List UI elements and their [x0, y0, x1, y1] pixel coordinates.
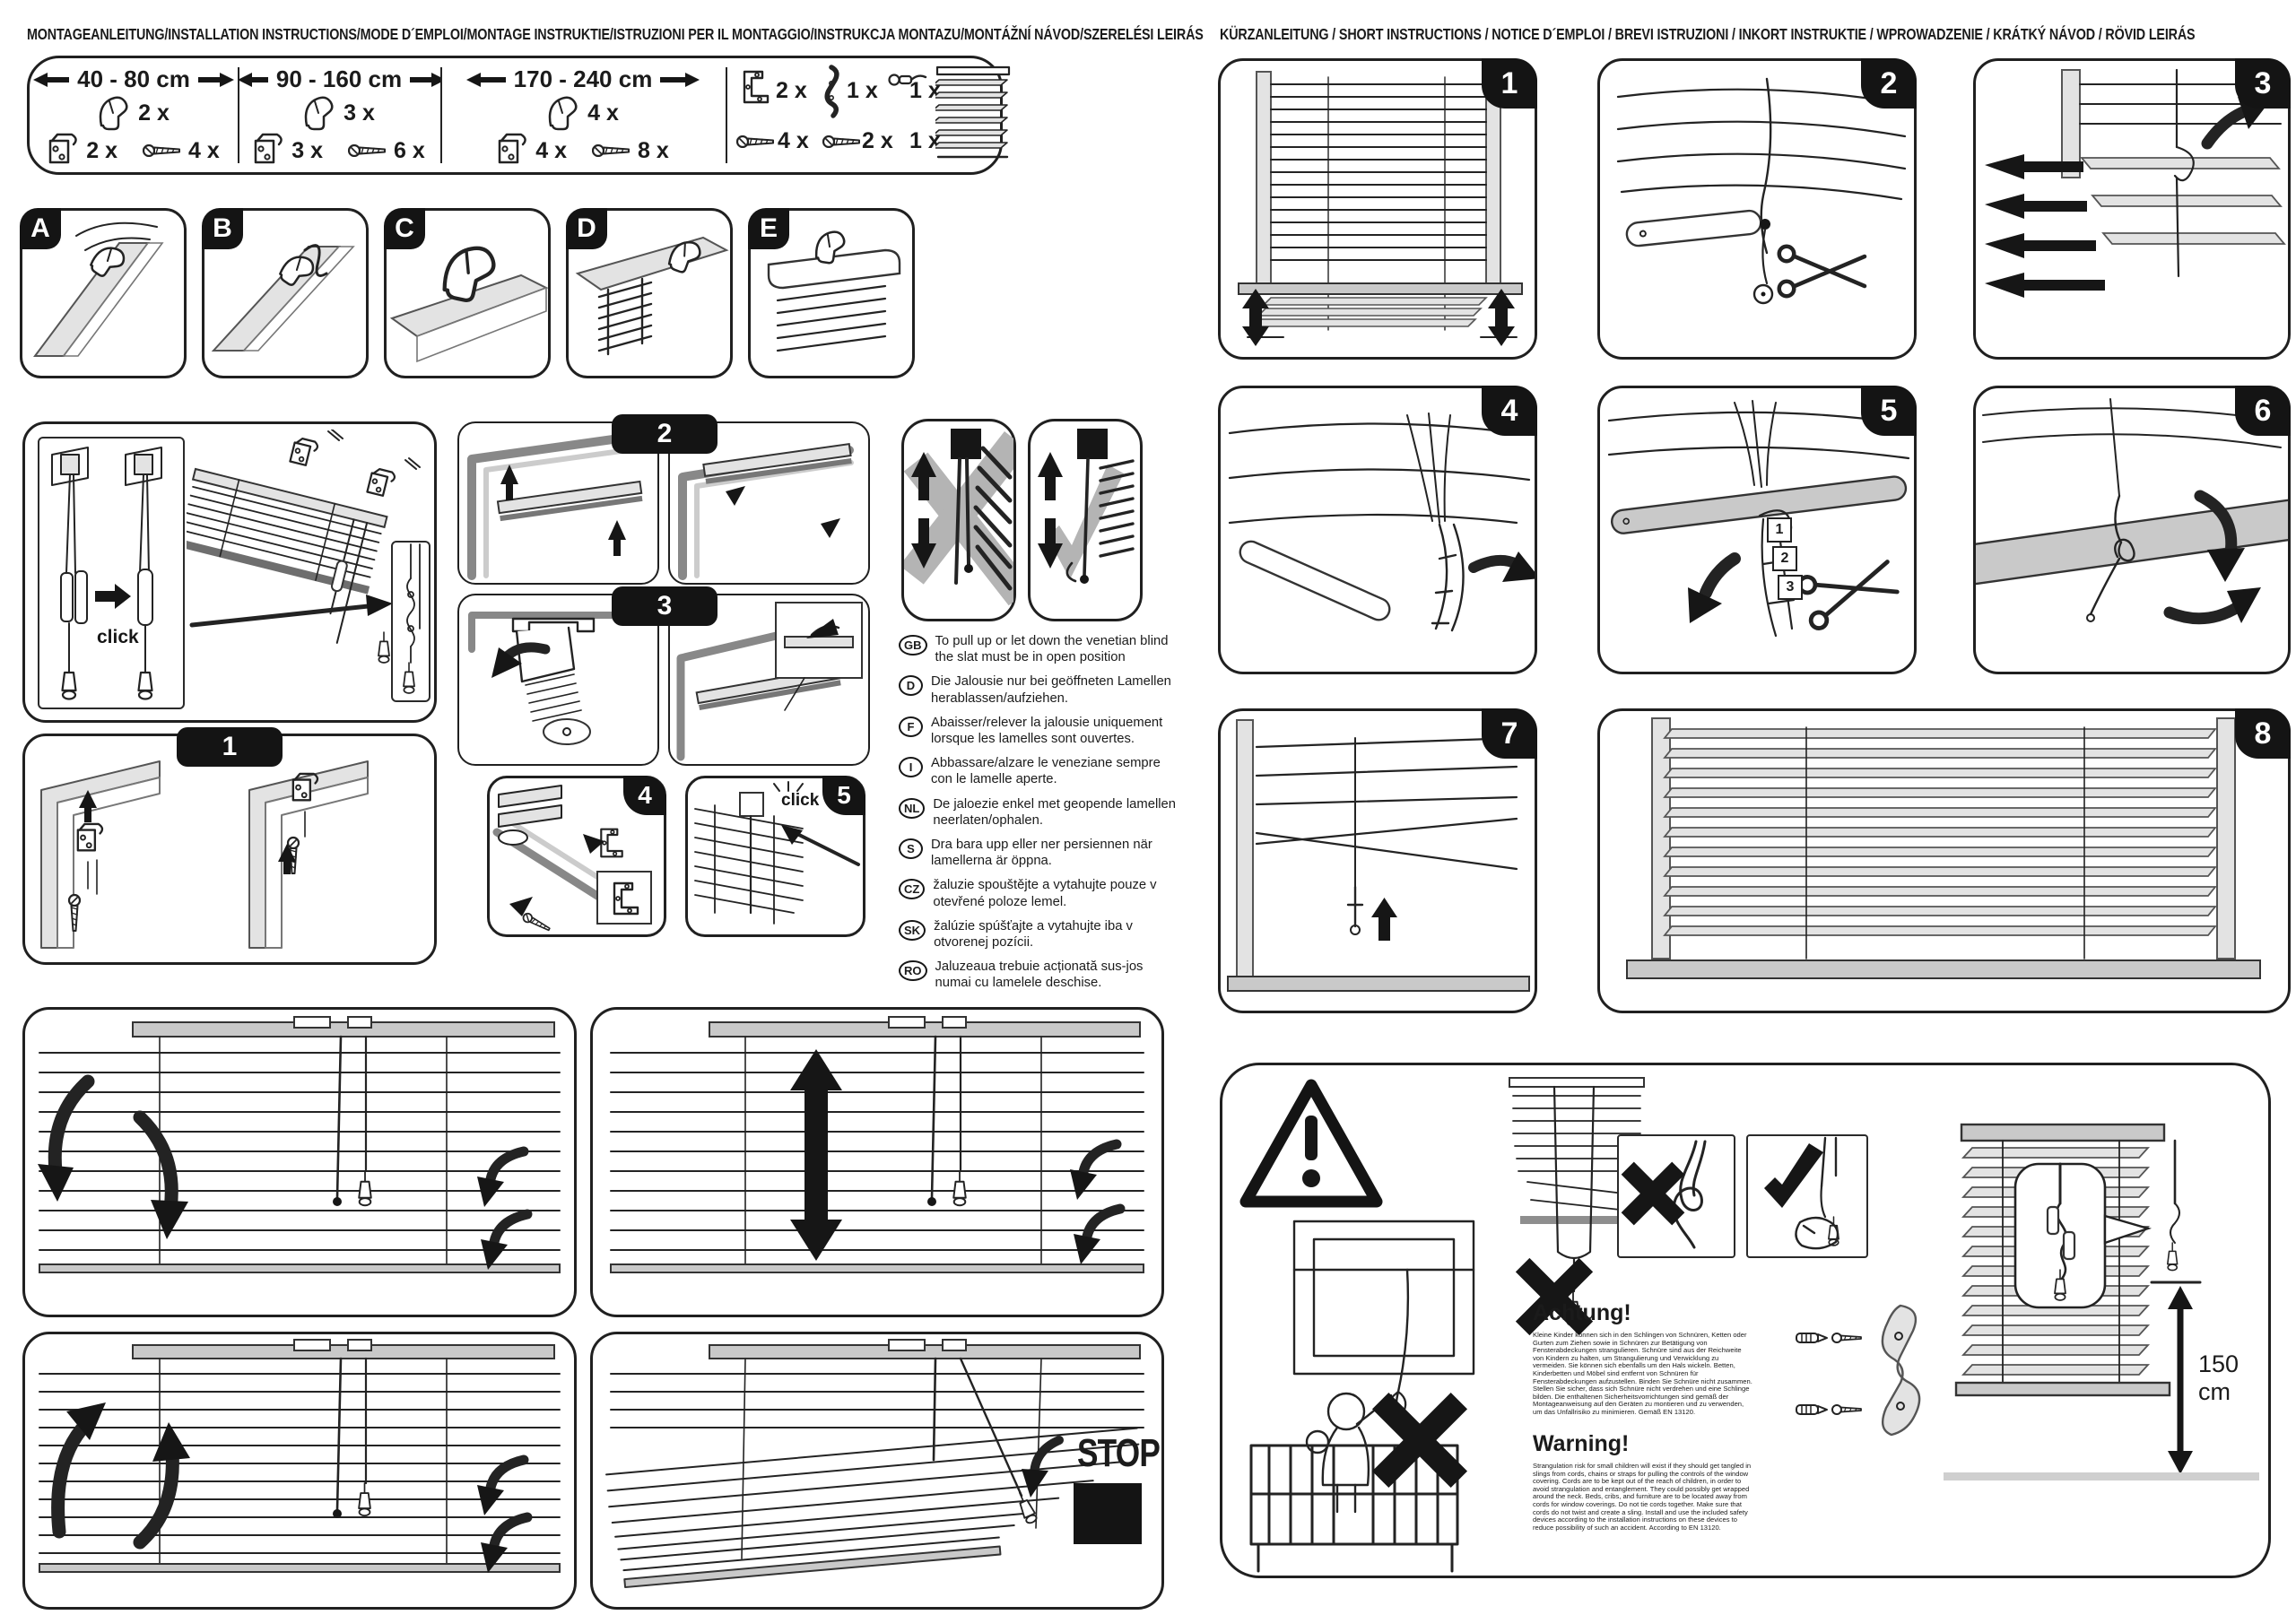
- arrow-left-icon: [466, 73, 506, 87]
- title-bold: KÜRZANLEITUNG: [1220, 25, 1329, 43]
- raise-lower-panel: [590, 1007, 1164, 1317]
- step-badge: 3: [612, 586, 718, 626]
- safety-panel: [1220, 1063, 2271, 1578]
- screw-count: 6 x: [394, 137, 425, 163]
- cut-ladder-illustration: [1600, 388, 1914, 672]
- parts-section-40-80: [30, 58, 238, 172]
- cord-lock-stop-panel: [590, 1332, 1164, 1610]
- lang-row: [899, 796, 1178, 829]
- lang-text: Jaluzeaua trebuie acționată sus-jos numai cu lamelele deschise.: [935, 959, 1144, 991]
- page-left-title: [27, 25, 1204, 44]
- corner-bracket-icon: [738, 69, 772, 107]
- open-slats-illustration: [1031, 421, 1140, 619]
- title-rest: /INSTALLATION INSTRUCTIONS/MODE D´EMPLOI/MONTAGE INSTRUKTIE/ISTRUZIONI PER IL MONTAGGIO/INSTRUKCJA MONTAZU/MONTÁŽNÍ NÁVOD/SZERELÉSI LEIRÁS: [164, 25, 1204, 43]
- rstep-panel-8: [1597, 708, 2291, 1013]
- language-instructions: [899, 633, 1178, 1000]
- wrong-loop-box: [1617, 1134, 1735, 1258]
- arrow-left-icon: [33, 73, 69, 87]
- bracket-count: 3 x: [291, 137, 323, 163]
- clip-icon: [98, 95, 130, 131]
- lang-text: Abbassare/alzare le veneziane sempre con le lamelle aperte.: [931, 756, 1161, 787]
- cord-cleat-count: 1 x: [847, 78, 878, 103]
- step-badge: 5: [1861, 386, 1917, 436]
- cord-cleat-large-icon: [1874, 1300, 1938, 1453]
- screw-icon: [592, 144, 631, 157]
- panel-A: [20, 208, 187, 378]
- screw-icon: [736, 135, 776, 148]
- panel-letter-badge: C: [384, 208, 425, 249]
- lang-text: Dra bara upp eller ner persiennen när lamellerna är öppna.: [931, 838, 1152, 869]
- parts-section-90-160: [238, 58, 440, 172]
- screw-icon: [348, 144, 387, 157]
- closed-slats-wrong-panel: [901, 419, 1016, 621]
- panel-B: [202, 208, 369, 378]
- step-badge: 1: [177, 727, 283, 767]
- lang-row: [899, 715, 1178, 747]
- parts-section-extras: [726, 58, 1005, 172]
- knotted-loop-illustration: [1619, 1136, 1733, 1255]
- screw-icon: [143, 144, 182, 157]
- step-badge: 6: [2235, 386, 2291, 436]
- corner-bracket-count: 2 x: [776, 78, 807, 103]
- cord-height-illustration: [1940, 1117, 2263, 1566]
- step-badge: 4: [623, 776, 666, 815]
- lang-code: CZ: [899, 879, 925, 899]
- step-badge: 4: [1482, 386, 1537, 436]
- lang-code: S: [899, 838, 923, 859]
- rstep-panel-4: [1218, 386, 1537, 674]
- ladder-step-3: 3: [1778, 575, 1803, 600]
- stop-block: [1074, 1483, 1142, 1544]
- title-rest: / SHORT INSTRUCTIONS / NOTICE D´EMPLOI / BREVI ISTRUZIONI / INKORT INSTRUKTIE / WPROWADZENIE / KRÁTKÝ NÁVOD / RÖVID LEIRÁS: [1328, 25, 2196, 43]
- cord-cleat-icon: [821, 64, 844, 119]
- rstep-panel-3: [1973, 58, 2291, 360]
- title-bold: MONTAGEANLEITUNG: [27, 25, 165, 43]
- cut-cord-illustration: [1600, 61, 1914, 357]
- click-text: click: [97, 627, 139, 647]
- panel-C: [384, 208, 551, 378]
- arrow-right-icon: [410, 73, 440, 87]
- lang-row: [899, 633, 1178, 665]
- tilt-back-panel: [22, 1332, 577, 1610]
- correct-cords-box: [1746, 1134, 1868, 1258]
- lang-text: Abaisser/relever la jalousie uniquement lorsque les lamelles sont ouvertes.: [931, 715, 1163, 747]
- warning-title: Warning!: [1533, 1431, 1630, 1456]
- blind-count: 1 x: [909, 128, 941, 153]
- size-range: 90 - 160 cm: [275, 65, 403, 92]
- bracket-mounting-illustration: [25, 736, 434, 962]
- panel-letter-badge: E: [748, 208, 789, 249]
- lang-code: SK: [899, 920, 926, 941]
- click-text: click: [781, 791, 820, 810]
- lang-text: De jaloezie enkel met geopende lamellen neerlaten/ophalen.: [933, 796, 1176, 828]
- arrow-right-icon: [198, 73, 234, 87]
- click-assembly-panel: [22, 421, 437, 723]
- reattach-pull-illustration: [1221, 711, 1535, 1011]
- lang-code: RO: [899, 960, 927, 981]
- bracket-icon: [253, 133, 285, 169]
- step-badge: 8: [2235, 708, 2291, 759]
- rstep-panel-1: [1218, 58, 1537, 360]
- clip-count: 4 x: [587, 100, 619, 126]
- venetian-blind-icon: [935, 65, 1013, 162]
- screw-long-count: 4 x: [778, 128, 809, 153]
- ladder-step-2: 2: [1772, 546, 1797, 571]
- bracket-icon: [48, 133, 80, 169]
- arrow-right-icon: [660, 73, 700, 87]
- clip-count: 2 x: [138, 100, 170, 126]
- step-badge: 1: [1482, 58, 1537, 109]
- lang-text: To pull up or let down the venetian blind the slat must be in open position: [935, 634, 1169, 665]
- lang-text: Die Jalousie nur bei geöffneten Lamellen herablassen/aufziehen.: [931, 674, 1171, 706]
- panel-letter-badge: D: [566, 208, 607, 249]
- bracket-count: 4 x: [535, 137, 567, 163]
- tilt-back-illustration: [25, 1334, 574, 1607]
- rstep-panel-7: [1218, 708, 1537, 1013]
- step-badge: 5: [822, 776, 865, 815]
- screw-count: 8 x: [638, 137, 669, 163]
- raise-lower-illustration: [593, 1010, 1161, 1315]
- achtung-title: Achtung!: [1533, 1300, 1631, 1325]
- ladder-step-1: 1: [1767, 517, 1792, 543]
- step-badge: 3: [2235, 58, 2291, 109]
- step-panel-4: [487, 776, 666, 937]
- warning-triangle-icon: [1239, 1076, 1384, 1212]
- height-label: 150 cm: [2198, 1350, 2239, 1405]
- knot-cord-illustration: [1976, 388, 2288, 672]
- tilt-operation-panel: [22, 1007, 577, 1317]
- bracket-icon: [497, 133, 529, 169]
- open-slats-right-panel: [1028, 419, 1143, 621]
- parts-section-170-240: [440, 58, 726, 172]
- remove-slats-illustration: [1976, 61, 2288, 357]
- cord-connector-count: 1 x: [909, 78, 941, 103]
- panel-E: [748, 208, 915, 378]
- screw-short-count: 2 x: [862, 128, 893, 153]
- cord-bow-illustration: [393, 543, 429, 700]
- arrow-left-icon: [238, 73, 268, 87]
- lang-row: [899, 673, 1178, 706]
- lang-row: [899, 959, 1178, 991]
- page-right-title: [1220, 25, 2195, 44]
- shorten-blind-illustration: [1221, 61, 1535, 357]
- size-range: 170 - 240 cm: [513, 65, 653, 92]
- step-panel-5: [685, 776, 865, 937]
- lang-row: [899, 837, 1178, 869]
- achtung-text: Kleine Kinder können sich in den Schlingen von Schnüren, Ketten oder Gurten zum Ziehen sowie in Schnüren zur Betätigung von Fensterabdeckungen strangulieren. Schnüre sind aus der Reichweite von Kindern zu halten, um Strangulierung und Verwicklung zu vermeiden. Sie können sich ebenfalls um den Hals wickeln. Betten, Kinderbetten und Möbel sind entfernt von Schnüren für Fensterabdeckungen aufzustellen. Binden Sie Schnüre nicht zusammen. Stellen Sie sicher, dass sich Schnüre nicht verdrehen und eine Schlinge bilden. Die enthaltenen Sicherheitsvorrichtungen sind gemäß der Montageanweisung auf den Geräten zu montieren und zu verwenden, um das Unfallrisiko zu minimieren. Gemäß EN 13120.: [1533, 1331, 1752, 1416]
- panel-letter-badge: A: [20, 208, 61, 249]
- lang-code: GB: [899, 635, 927, 656]
- lang-row: [899, 755, 1178, 787]
- lang-code: NL: [899, 798, 925, 819]
- crib-hazard-illustration: [1231, 1216, 1483, 1575]
- lang-text: žaluzie spouštějte a vytahujte pouze v otevřené poloze lemel.: [933, 878, 1157, 909]
- closed-slats-illustration: [904, 421, 1013, 619]
- rstep-panel-6: [1973, 386, 2291, 674]
- rstep-panel-2: [1597, 58, 1917, 360]
- stop-label: STOP: [1077, 1431, 1161, 1475]
- clip-icon: [303, 95, 335, 131]
- lang-code: D: [899, 675, 923, 696]
- cord-lock-illustration: [593, 1334, 1161, 1607]
- step-panel-1: [22, 734, 437, 965]
- parts-box: [27, 56, 1003, 175]
- screw-count: 4 x: [188, 137, 220, 163]
- tilt-blind-illustration: [25, 1010, 574, 1315]
- dowel-screw-icon: [1795, 1399, 1865, 1422]
- lang-row: [899, 918, 1178, 951]
- step-badge: 2: [612, 414, 718, 454]
- achtung-block: [1533, 1300, 1757, 1417]
- clip-icon: [547, 95, 579, 131]
- separated-cords-illustration: [1748, 1136, 1866, 1255]
- lang-code: I: [899, 757, 923, 777]
- lang-code: F: [899, 716, 923, 737]
- size-range: 40 - 80 cm: [77, 65, 190, 92]
- panel-letter-badge: B: [202, 208, 243, 249]
- lang-text: žalúzie spúšťajte a vytahujte iba v otvorenej pozícii.: [934, 918, 1133, 951]
- cord-bow-inset: [391, 541, 430, 702]
- warning-block: [1533, 1431, 1757, 1532]
- step-badge: 2: [1861, 58, 1917, 109]
- bracket-count: 2 x: [86, 137, 117, 163]
- screw-icon: [822, 135, 862, 148]
- cord-joiner-inset: [38, 437, 185, 709]
- rstep-panel-5: [1597, 386, 1917, 674]
- finished-blind-illustration: [1600, 711, 2288, 1011]
- dowel-screw-icon: [1795, 1327, 1865, 1350]
- clip-count: 3 x: [344, 100, 375, 126]
- lang-row: [899, 877, 1178, 909]
- step-badge: 7: [1482, 708, 1537, 759]
- panel-D: [566, 208, 733, 378]
- remove-bottomrail-illustration: [1221, 388, 1535, 672]
- cord-joiner-illustration: [39, 438, 183, 708]
- warning-text: Strangulation risk for small children will exist if they should get tangled in slings from cords, chains or straps for pulling the controls of the window covering. Cords are to be kept out of the reach of children, in order to avoid strangulation and entanglement. They could possibly get wrapped around the neck. Beds, cribs, and furniture are to be located away from cords for window coverings. Do not tie cords together. Make sure that cords do not twist and create a sling. Install and use the included safety devices according to the installation instructions on these devices to reduce possibility of such an accident. According to EN 13120.: [1533, 1462, 1752, 1532]
